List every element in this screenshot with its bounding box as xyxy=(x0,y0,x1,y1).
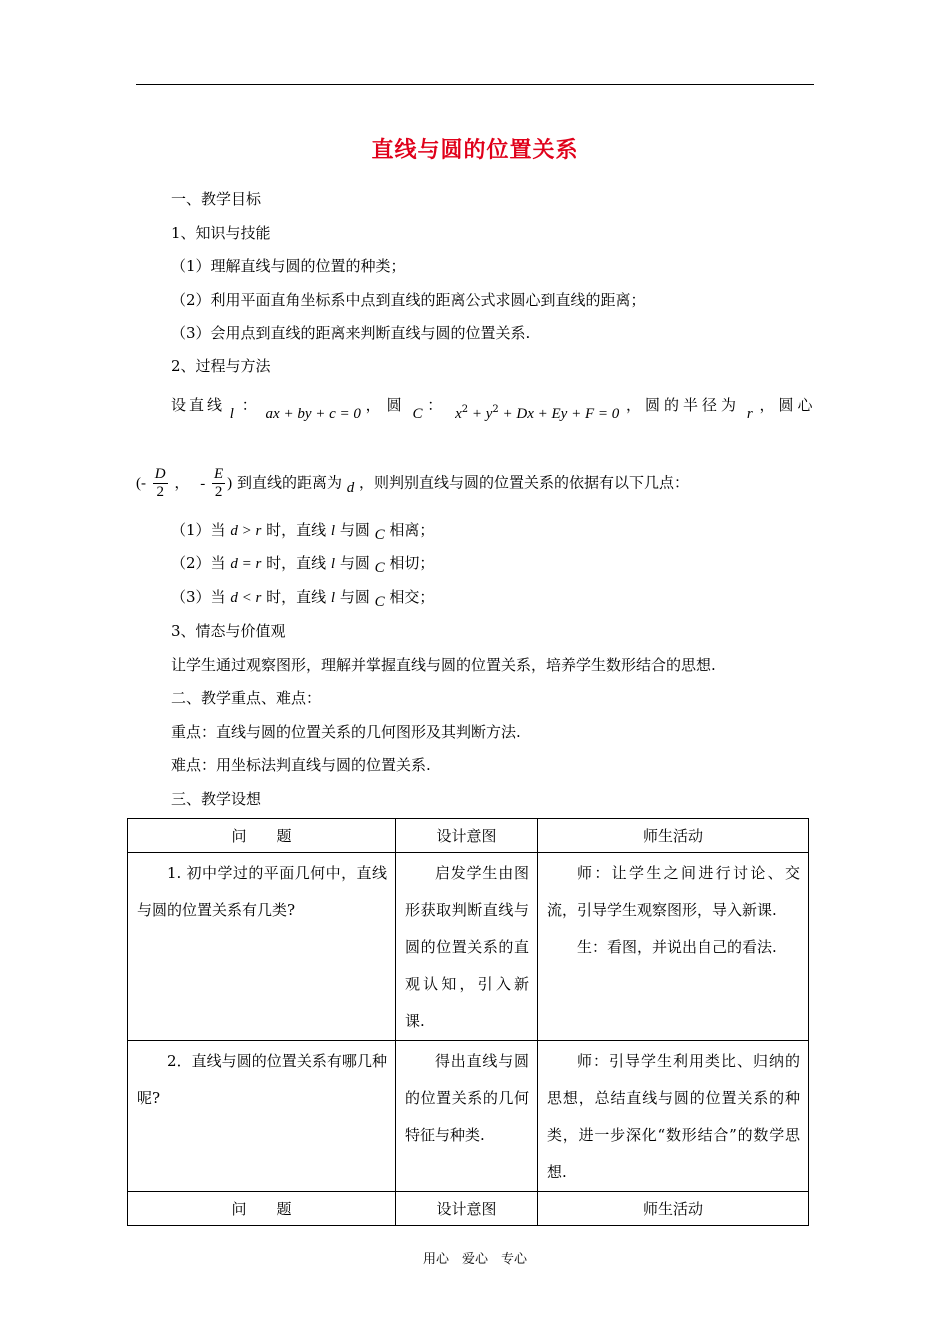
frac-num: E xyxy=(213,466,224,482)
case-mid: 时，直线 xyxy=(266,521,327,539)
header-question: 问 题 xyxy=(128,819,396,853)
table-header-row xyxy=(128,819,809,853)
question-text: 1. 初中学过的平面几何中，直线与圆的位置关系有几类? xyxy=(137,864,387,919)
cell-intent xyxy=(396,853,538,1041)
header-intent: 设计意图 xyxy=(396,819,538,853)
line-equation: ax + by + c = 0 xyxy=(265,406,361,422)
cell-question xyxy=(128,1041,396,1192)
math-l: l xyxy=(229,406,234,422)
math-d: d xyxy=(346,479,355,496)
cell-intent xyxy=(396,1041,538,1192)
case-result: 相切； xyxy=(389,554,435,572)
case-item xyxy=(171,587,434,608)
math-C: C xyxy=(374,560,385,576)
subsection-process-method: 2、过程与方法 xyxy=(171,357,271,375)
criteria-text: ，则判别直线与圆的位置关系的依据有以下几点： xyxy=(359,473,690,492)
cell-activity xyxy=(538,853,809,1041)
values-text: 让学生通过观察图形，理解并掌握直线与圆的位置关系，培养学生数形结合的思想. xyxy=(171,656,716,674)
comma: ， xyxy=(174,473,190,492)
case-label: （3）当 xyxy=(171,588,226,606)
case-with: 与圆 xyxy=(339,521,370,539)
circle-eq-rest: + Dx + Ey + F = 0 xyxy=(498,406,620,422)
fraction-E-over-2 xyxy=(212,466,225,501)
section-teaching-design: 三、教学设想 xyxy=(171,790,262,808)
center-line xyxy=(136,466,689,501)
circle-eq-y: + y xyxy=(468,406,493,422)
setup-line xyxy=(171,392,817,422)
key-point-text: 重点：直线与圆的位置关系的几何图形及其判断方法. xyxy=(171,723,521,741)
activity-teacher: 师：让学生之间进行讨论、交流，引导学生观察图形，导入新课. xyxy=(547,864,800,919)
section-key-points: 二、教学重点、难点： xyxy=(171,689,322,707)
table-row xyxy=(128,1041,809,1192)
math-C: C xyxy=(374,527,385,543)
math-l: l xyxy=(330,590,336,606)
activity-student: 生：看图，并说出自己的看法. xyxy=(577,938,777,956)
goal-item: （2）利用平面直角坐标系中点到直线的距离公式求圆心到直线的距离； xyxy=(171,291,646,309)
setup-colon: ： xyxy=(241,396,257,414)
frac-den: 2 xyxy=(156,484,164,500)
case-mid: 时，直线 xyxy=(266,588,327,606)
header-intent: 设计意图 xyxy=(396,1192,538,1226)
math-C: C xyxy=(374,594,385,610)
math-C: C xyxy=(412,406,423,422)
case-label: （1）当 xyxy=(171,521,226,539)
setup-colon-2: ： xyxy=(427,396,443,414)
case-with: 与圆 xyxy=(339,554,370,572)
case-condition: d > r xyxy=(230,523,262,539)
header-rule xyxy=(136,84,814,85)
paren-close: ) xyxy=(227,475,233,492)
case-item xyxy=(171,520,434,541)
sup-2: 2 xyxy=(461,404,469,415)
circle-eq-x: x xyxy=(455,406,462,422)
case-label: （2）当 xyxy=(171,554,226,572)
table-footer-header-row xyxy=(128,1192,809,1226)
subsection-knowledge-skills: 1、知识与技能 xyxy=(171,224,271,242)
case-item xyxy=(171,553,434,574)
table-row xyxy=(128,853,809,1041)
case-result: 相交； xyxy=(389,588,435,606)
cell-activity xyxy=(538,1041,809,1192)
cell-question xyxy=(128,853,396,1041)
distance-text: 到直线的距离为 xyxy=(236,473,342,492)
page-footer: 用心 爱心 专心 xyxy=(422,1252,527,1267)
frac-den: 2 xyxy=(214,484,223,500)
teaching-design-table xyxy=(127,818,809,1226)
activity-teacher: 师：引导学生利用类比、归纳的思想，总结直线与圆的位置关系的种类，进一步深化“数形结合”的数学思想. xyxy=(547,1052,800,1181)
case-with: 与圆 xyxy=(339,588,370,606)
goal-item: （3）会用点到直线的距离来判断直线与圆的位置关系. xyxy=(171,324,531,342)
section-teaching-goals: 一、教学目标 xyxy=(171,190,262,208)
sup-2: 2 xyxy=(492,404,499,415)
header-activity: 师生活动 xyxy=(538,1192,809,1226)
paren-open: (- xyxy=(136,475,146,492)
math-r: r xyxy=(746,406,753,422)
setup-radius: ，圆的半径为 xyxy=(626,396,741,414)
case-condition: d = r xyxy=(230,556,262,572)
math-l: l xyxy=(330,523,336,539)
header-activity: 师生活动 xyxy=(538,819,809,853)
setup-text: 设直线 xyxy=(171,396,226,414)
minus: - xyxy=(200,475,206,492)
frac-num: D xyxy=(154,466,166,482)
setup-circle: ，圆 xyxy=(365,396,408,414)
math-l: l xyxy=(330,556,336,572)
activity-text xyxy=(538,853,808,966)
intent-text: 得出直线与圆的位置关系的几何特征与种类. xyxy=(405,1052,529,1144)
subsection-values: 3、情态与价值观 xyxy=(171,622,286,640)
page-title: 直线与圆的位置关系 xyxy=(371,138,579,163)
difficulty-text: 难点：用坐标法判直线与圆的位置关系. xyxy=(171,756,431,774)
setup-center: ，圆心 xyxy=(759,396,817,414)
case-condition: d < r xyxy=(230,590,262,606)
case-result: 相离； xyxy=(389,521,435,539)
fraction-D-over-2 xyxy=(153,466,168,501)
question-text: 2．直线与圆的位置关系有哪几种呢? xyxy=(137,1052,387,1107)
intent-text: 启发学生由图形获取判断直线与圆的位置关系的直观认知，引入新课. xyxy=(405,864,529,1030)
header-question: 问 题 xyxy=(128,1192,396,1226)
circle-equation xyxy=(455,404,619,422)
case-mid: 时，直线 xyxy=(266,554,327,572)
goal-item: （1）理解直线与圆的位置的种类； xyxy=(171,257,406,275)
